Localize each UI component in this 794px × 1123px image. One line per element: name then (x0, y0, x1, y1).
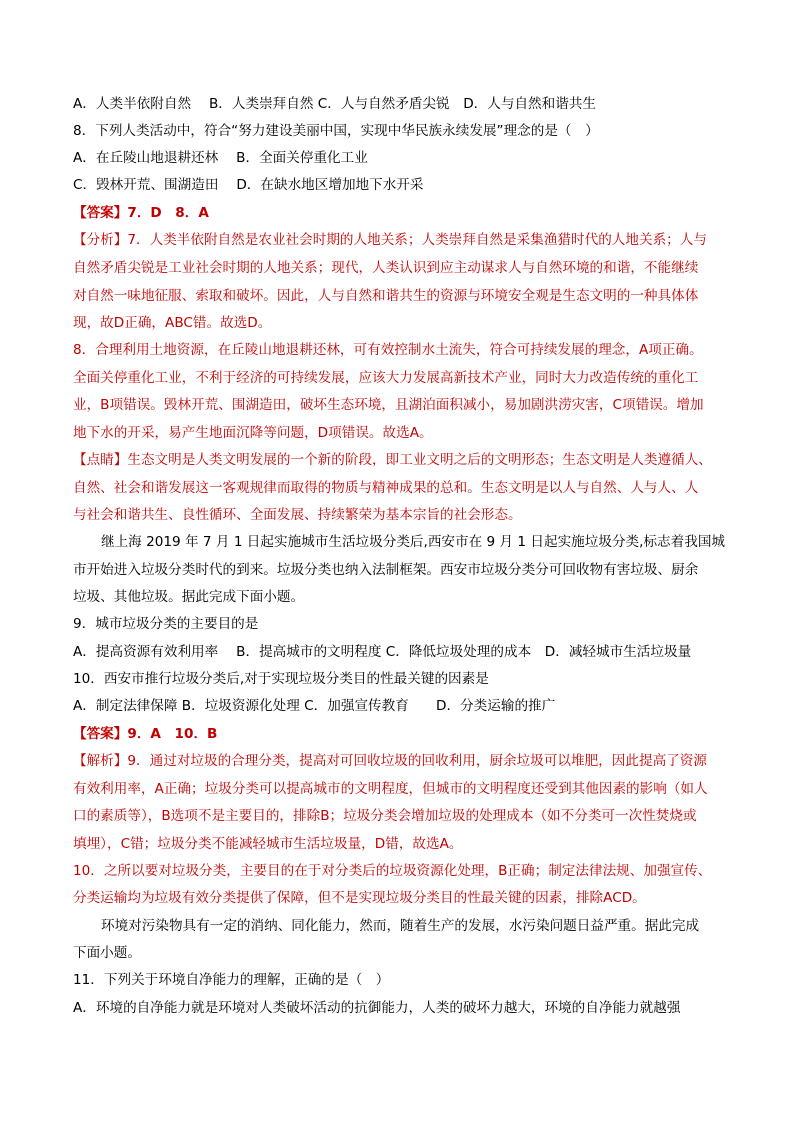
q7-options: A．人类半依附自然 B．人类崇拜自然 C．人与自然矛盾尖锐 D．人与自然和谐共生 (73, 96, 597, 112)
q8-options-cd: C．毁林开荒、围湖造田 D．在缺水地区增加地下水开采 (73, 177, 424, 193)
tip-line: 与社会和谐共生、良性循环、全面发展、持续繁荣为基本宗旨的社会形态。 (73, 507, 522, 523)
analysis-line: 地下水的开采，易产生地面沉降等问题，D项错误。故选A。 (73, 425, 433, 441)
q8-options-ab: A．在丘陵山地退耕还林 B．全面关停重化工业 (73, 150, 368, 166)
analysis-line: 【分析】7．人类半依附自然是农业社会时期的人地关系；人类崇拜自然是采集渔猎时代的人地关系；人与 (73, 232, 707, 248)
tip-line: 【点睛】生态文明是人类文明发展的一个新的阶段，即工业文明之后的文明形态；生态文明是人类遵循人、 (73, 452, 712, 468)
answer-7-8: 【答案】7．D 8．A (73, 205, 209, 221)
passage-line: 继上海 2019 年 7 月 1 日起实施城市生活垃圾分类后,西安市在 9 月 1 日起实施垃圾分类,标志着我国城 (101, 534, 726, 550)
analysis-line: 自然矛盾尖锐是工业社会时期的人地关系；现代，人类认识到应主动谋求人与自然环境的和谐，不能继续 (73, 260, 699, 276)
q10-options: A．制定法律保障 B．垃圾资源化处理 C．加强宣传教育 D．分类运输的推广 (73, 698, 556, 714)
analysis-line: 对自然一味地征服、索取和破坏。因此，人与自然和谐共生的资源与环境安全观是生态文明的一种具体体 (73, 288, 699, 304)
tip-line: 自然、社会和谐发展这一客观规律而取得的物质与精神成果的总和。生态文明是以人与自然、人与人、人 (73, 480, 699, 496)
q10-stem: 10．西安市推行垃圾分类后,对于实现垃圾分类目的性最关键的因素是 (73, 671, 489, 687)
analysis-line: 现，故D正确，ABC错。故选D。 (73, 315, 272, 331)
analysis-line: 全面关停重化工业，不利于经济的可持续发展，应该大力发展高新技术产业，同时大力改造传统的重化工 (73, 370, 699, 386)
q8-stem: 8．下列人类活动中，符合“努力建设美丽中国，实现中华民族永续发展”理念的是（ ） (73, 123, 599, 139)
explanation-line: 【解析】9．通过对垃圾的合理分类，提高对可回收垃圾的回收利用，厨余垃圾可以堆肥，因此提高了资源 (73, 753, 707, 769)
explanation-line: 分类运输均为垃圾有效分类提供了保障，但不是实现垃圾分类目的性最关键的因素，排除ACD。 (73, 890, 646, 906)
passage-line: 垃圾、其他垃圾。据此完成下面小题。 (73, 589, 305, 605)
passage-line: 市开始进入垃圾分类时代的到来。垃圾分类也纳入法制框架。西安市垃圾分类分可回收物有害垃圾、厨余 (73, 562, 699, 578)
q11-stem: 11．下列关于环境自净能力的理解，正确的是（ ） (73, 972, 390, 988)
explanation-line: 口的素质等），B选项不是主要目的，排除B；垃圾分类会增加垃圾的处理成本（如不分类可一次性焚烧或 (73, 808, 697, 824)
answer-9-10: 【答案】9．A 10．B (73, 726, 218, 742)
q11-option-a: A．环境的自净能力就是环境对人类破坏活动的抗御能力，人类的破坏力越大，环境的自净能力就越强 (73, 1000, 681, 1016)
q9-stem: 9．城市垃圾分类的主要目的是 (73, 616, 259, 632)
explanation-line: 有效利用率，A正确；垃圾分类可以提高城市的文明程度，但城市的文明程度还受到其他因素的影响（如人 (73, 781, 708, 797)
analysis-line: 8．合理利用土地资源，在丘陵山地退耕还林，可有效控制水土流失，符合可持续发展的理念，A项正确。 (73, 342, 703, 358)
passage-line: 下面小题。 (73, 945, 141, 961)
explanation-line: 填埋），C错；垃圾分类不能减轻城市生活垃圾量，D错，故选A。 (73, 836, 463, 852)
passage-line: 环境对污染物具有一定的消纳、同化能力，然而，随着生产的发展，水污染问题日益严重。据此完成 (101, 918, 700, 934)
explanation-line: 10．之所以要对垃圾分类，主要目的在于对分类后的垃圾资源化处理，B正确；制定法律法规、加强宣传、 (73, 863, 712, 879)
analysis-line: 业，B项错误。毁林开荒、围湖造田，破坏生态环境，且湖泊面积减小，易加剧洪涝灾害，C项错误。增加 (73, 397, 704, 413)
q9-options: A．提高资源有效利用率 B．提高城市的文明程度 C．降低垃圾处理的成本 D．减轻城市生活垃圾量 (73, 644, 692, 660)
